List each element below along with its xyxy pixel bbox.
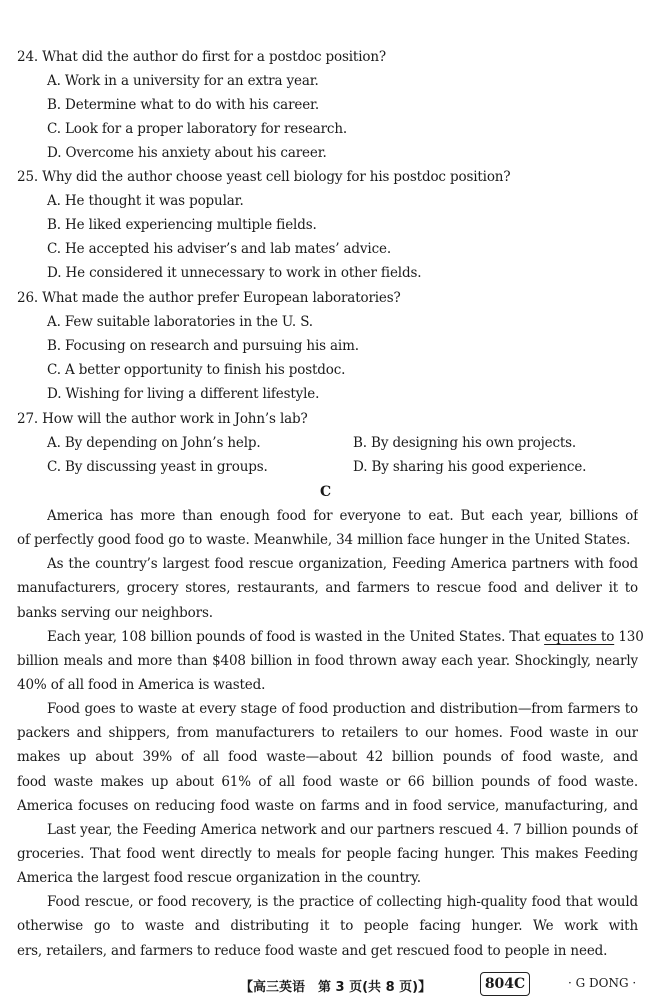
passage-line: packers and shippers, from manufacturers to retailers to our homes. Food waste in our <box>17 725 638 741</box>
q24-option-d: D. Overcome his anxiety about his career. <box>47 145 327 161</box>
q25-option-b: B. He liked experiencing multiple fields. <box>47 217 317 233</box>
q25-option-a: A. He thought it was popular. <box>47 193 244 209</box>
passage-line: billion meals and more than $408 billion in food thrown away each year. Shockingly, nearly <box>17 653 638 669</box>
passage-line: As the country’s largest food rescue organization, Feeding America partners with food <box>47 556 638 572</box>
passage-line: America has more than enough food for everyone to eat. But each year, billions of <box>47 508 638 524</box>
passage-line: ers, retailers, and farmers to reduce food waste and get rescued food to people in need. <box>17 943 608 959</box>
question-25-stem: 25. Why did the author choose yeast cell biology for his postdoc position? <box>17 169 511 185</box>
q26-option-c: C. A better opportunity to finish his postdoc. <box>47 362 346 378</box>
question-27-stem: 27. How will the author work in John’s lab? <box>17 411 308 427</box>
q26-option-a: A. Few suitable laboratories in the U. S. <box>47 314 313 330</box>
passage-line: food waste makes up about 61% of all food waste or 66 billion pounds of food waste. <box>17 774 638 790</box>
passage-line: America the largest food rescue organization in the country. <box>17 870 421 886</box>
section-c-heading: C <box>320 484 331 500</box>
passage-line: makes up about 39% of all food waste—about 42 billion pounds of food waste, and <box>17 749 638 765</box>
q26-option-d: D. Wishing for living a different lifestyle. <box>47 386 320 402</box>
q24-option-c: C. Look for a proper laboratory for research. <box>47 121 348 137</box>
passage-line: America focuses on reducing food waste on farms and in food service, manufacturing, and <box>17 798 638 814</box>
passage-line: 40% of all food in America is wasted. <box>17 677 266 693</box>
passage-line: groceries. That food went directly to meals for people facing hunger. This makes Feeding <box>17 846 638 862</box>
passage-line: Last year, the Feeding America network and our partners rescued 4. 7 billion pounds of <box>47 822 638 838</box>
question-26-stem: 26. What made the author prefer European laboratories? <box>17 290 401 306</box>
page-footer <box>0 972 651 1002</box>
q27-option-d: D. By sharing his good experience. <box>353 459 587 475</box>
underlined-phrase: equates to <box>544 629 615 645</box>
passage-line: banks serving our neighbors. <box>17 605 213 621</box>
q25-option-d: D. He considered it unnecessary to work in other fields. <box>47 265 422 281</box>
passage-line: Food goes to waste at every stage of food production and distribution—from farmers to <box>47 701 638 717</box>
q27-option-a: A. By depending on John’s help. <box>47 435 261 451</box>
footer-brand: · G DONG · <box>568 976 637 990</box>
q25-option-c: C. He accepted his adviser’s and lab mates’ advice. <box>47 241 391 257</box>
passage-line: Food rescue, or food recovery, is the practice of collecting high-quality food that would <box>47 894 638 910</box>
footer-page-info: 【高三英语 第 3 页(共 8 页)】 <box>240 980 432 995</box>
passage-line: manufacturers, grocery stores, restaurants, and farmers to rescue food and deliver it to <box>17 580 638 596</box>
passage-line-with-underline <box>47 627 644 647</box>
passage-text: Each year, 108 billion pounds of food is wasted in the United States. That <box>47 629 540 645</box>
passage-text: 130 <box>618 629 644 645</box>
q27-option-b: B. By designing his own projects. <box>353 435 577 451</box>
question-24-stem: 24. What did the author do first for a postdoc position? <box>17 49 386 65</box>
q27-option-c: C. By discussing yeast in groups. <box>47 459 268 475</box>
exam-code-box: 804C <box>480 972 530 996</box>
q24-option-b: B. Determine what to do with his career. <box>47 97 320 113</box>
passage-line: of perfectly good food go to waste. Meanwhile, 34 million face hunger in the United States. <box>17 532 631 548</box>
passage-line: otherwise go to waste and distributing it to people facing hunger. We work with <box>17 918 638 934</box>
q26-option-b: B. Focusing on research and pursuing his aim. <box>47 338 359 354</box>
q24-option-a: A. Work in a university for an extra year. <box>47 73 319 89</box>
